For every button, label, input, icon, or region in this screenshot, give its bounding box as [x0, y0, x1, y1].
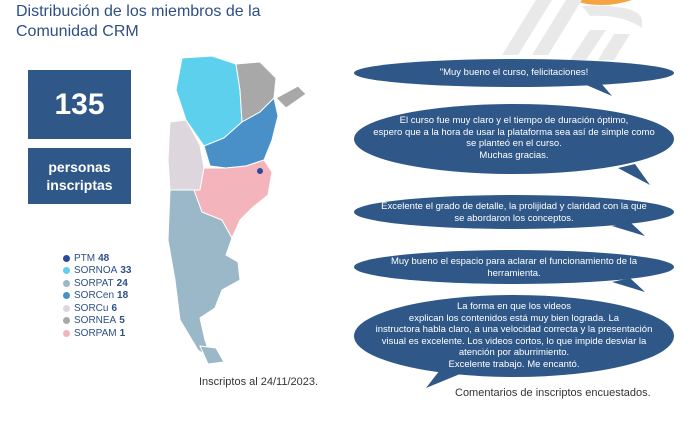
label-line-2: inscriptas: [46, 177, 113, 193]
region-sornea-misiones: [276, 86, 306, 108]
date-note: Inscriptos al 24/11/2023.: [199, 376, 319, 388]
legend-count: 5: [119, 315, 125, 327]
legend-name: SORNOA: [74, 265, 118, 277]
legend-dot: [63, 280, 70, 287]
legend-item: [63, 252, 131, 265]
title-line-2: Comunidad CRM: [16, 23, 139, 40]
page-title: [16, 2, 338, 42]
legend-dot: [63, 305, 70, 312]
legend-item: [63, 302, 131, 315]
legend-name: PTM: [74, 252, 96, 264]
argentina-map: [160, 50, 310, 370]
legend-name: SORPAT: [74, 277, 114, 289]
region-sorpat-south: [200, 346, 224, 364]
legend-count: 1: [119, 327, 126, 339]
legend-item: [63, 290, 131, 303]
comments-note: Comentarios de inscriptos encuestados.: [455, 387, 651, 399]
legend-name: SORNEA: [74, 315, 117, 327]
comment-text: La forma en que los videos explican los contenidos está muy bien lograda. La instructora habla claro, a una velocidad correcta y la presentación visual es excelente. Los videos cortos, lo que impide desviar la atención por aburrimiento. Excelente trabajo. Me encantó.: [375, 301, 653, 370]
legend-name: SORCu: [74, 302, 109, 314]
comment-text: "Muy bueno el curso, felicitaciones!: [439, 67, 589, 78]
region-ptm: [257, 168, 263, 174]
legend-dot: [63, 317, 70, 324]
inscribed-count: 135: [54, 87, 105, 121]
label-line-1: personas: [48, 159, 111, 175]
legend-dot: [63, 267, 70, 274]
legend-dot: [63, 330, 70, 337]
legend-count: 6: [111, 302, 118, 314]
legend-count: 24: [116, 277, 128, 289]
legend-item: [63, 277, 131, 290]
inscribed-count-box: [28, 70, 131, 139]
legend-item: [63, 327, 131, 340]
legend-count: 48: [98, 252, 110, 264]
legend-item: [63, 315, 131, 328]
title-line-1: Distribución de los miembros de la: [16, 3, 261, 20]
bubble-tail: [612, 278, 645, 292]
legend-dot: [63, 292, 70, 299]
legend-dot: [63, 255, 70, 262]
comment-text: Muy bueno el espacio para aclarar el funcionamiento de la herramienta.: [390, 256, 638, 279]
legend-count: 33: [120, 265, 132, 277]
legend-name: SORCen: [74, 290, 115, 302]
inscribed-label-box: [28, 148, 131, 204]
legend: [63, 252, 131, 340]
comment-text: Excelente el grado de detalle, la prolijidad y claridad con la que se abordaron los conceptos.: [381, 201, 647, 224]
legend-item: [63, 265, 131, 278]
legend-name: SORPAM: [74, 327, 117, 339]
legend-count: 18: [117, 290, 129, 302]
comment-text: El curso fue muy claro y el tiempo de duración óptimo, espero que a la hora de usar la plataforma sea así de simple como se planteó en el curso. Muchas gracias.: [373, 115, 655, 161]
bubble-tail: [618, 164, 650, 185]
